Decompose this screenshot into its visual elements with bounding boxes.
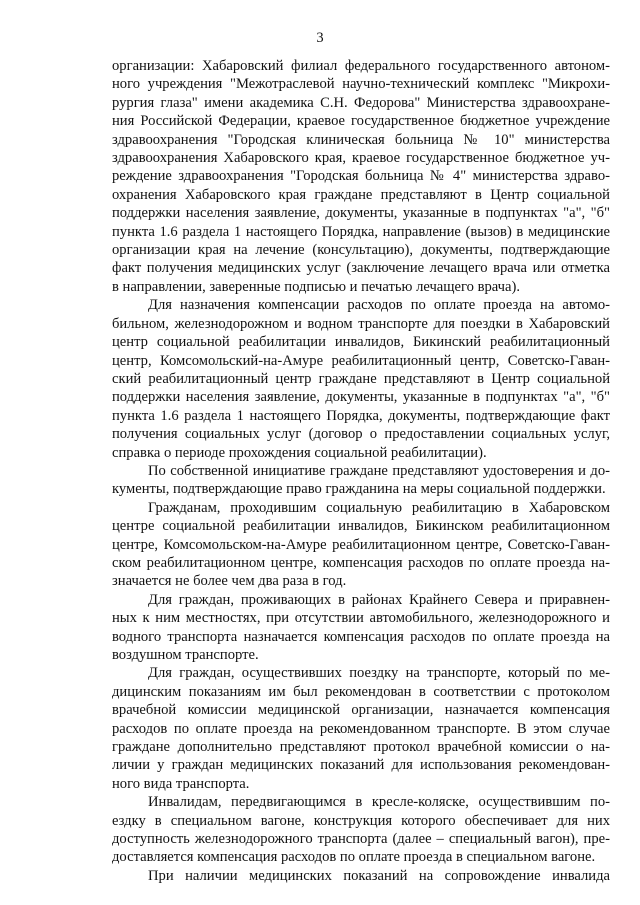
text-line: охранения Хабаровского края граждане представляют в Центр социальной (112, 186, 610, 203)
text-line: рургия глаза" имени академика С.Н. Федорова" Министерства здравоохране- (112, 94, 610, 111)
text-line: ных к ним местностях, при отсутствии автомобильного, железнодорожного и (112, 610, 610, 627)
text-line: Для назначения компенсации расходов по оплате проезда на автомо- (148, 297, 610, 314)
text-line: воздушном транспорте. (112, 647, 259, 663)
text-line: центре, Комсомольском-на-Амуре реабилитационном центре, Советско-Гаван- (112, 536, 610, 553)
text-line: справка о периоде прохождения социальной реабилитации). (112, 444, 487, 461)
paragraph (112, 591, 610, 665)
text-line: доступность железнодорожного транспорта (далее – специальный вагон), пре- (112, 831, 610, 848)
text-line: центр, Комсомольский-на-Амуре реабилитационный центр, Советско-Гаван- (112, 352, 610, 369)
page-number: 3 (316, 30, 324, 46)
text-line: ного учреждения "Межотраслевой научно-технический комплекс "Микрохи- (112, 76, 610, 93)
text-line: граждане дополнительно представляют протокол врачебной комиссии о на- (112, 739, 610, 756)
text-line: водного транспорта назначается компенсация расходов по оплате проезда на (112, 628, 610, 645)
text-line: Для граждан, осуществивших поездку на транспорте, который по ме- (148, 665, 610, 682)
text-line: ском реабилитационном центре, компенсация расходов по оплате проезда на- (112, 554, 610, 571)
text-line: реждение здравоохранения "Городская больница № 4" министерства здраво- (112, 168, 610, 185)
text-line: ездку в специальном вагоне, конструкция которого обеспечивает для них (112, 812, 610, 829)
paragraph (112, 867, 610, 885)
text-line: значается не более чем два раза в год. (112, 573, 347, 590)
text-line: получения социальных услуг (договор о предоставлении социальных услуг, (112, 426, 610, 443)
text-line: ного вида транспорта. (112, 775, 250, 792)
text-line: факт получения медицинских услуг (заключение лечащего врача или отметка (112, 260, 610, 277)
text-line: Инвалидам, передвигающимся в кресле-коляске, осуществившим по- (148, 794, 610, 811)
text-line: организации: Хабаровский филиал федерального государственного автоном- (112, 58, 610, 74)
text-line: здравоохранения "Городская клиническая больница № 10" министерства (112, 131, 610, 148)
text-line: врачебной комиссии медицинской организации, назначается компенсация (112, 702, 610, 719)
text-line: По собственной инициативе граждане представляют удостоверения и до- (148, 462, 610, 479)
text-line: личии у граждан медицинских показаний для использования рекомендован- (112, 757, 610, 774)
paragraph (112, 499, 610, 591)
text-line: ский реабилитационный центр граждане представляют в Центр социальной (112, 370, 610, 387)
document-body (112, 57, 610, 885)
text-line: пункта 1.6 раздела 1 настоящего Порядка, документы, подтверждающие факт (112, 407, 610, 424)
text-line: в направлении, заверенные подписью и печатью лечащего врача). (112, 278, 520, 295)
text-line: кументы, подтверждающие право гражданина на меры социальной поддержки. (112, 481, 606, 498)
text-line: бильном, железнодорожном и водном транспорте для поездки в Хабаровский (112, 315, 610, 332)
paragraph (112, 793, 610, 867)
text-line: поддержки населения заявление, документы, указанные в подпунктах "а", "б" (112, 205, 610, 222)
text-line: организации края на лечение (консультацию), документы, подтверждающие (112, 242, 610, 259)
text-line: центре социальной реабилитации инвалидов, Бикинском реабилитационном (112, 518, 610, 535)
text-line: дицинским показаниям им был рекомендован в соответствии с протоколом (112, 683, 610, 700)
paragraph (112, 462, 610, 499)
text-line: центр социальной реабилитации инвалидов, Бикинский реабилитационный (112, 334, 610, 351)
paragraph (112, 296, 610, 462)
paragraph (112, 57, 610, 296)
text-line: Гражданам, проходившим социальную реабилитацию в Хабаровском (148, 499, 610, 516)
text-line: доставляется компенсация расходов по оплате проезда в специальном вагоне. (112, 849, 596, 866)
text-line: пункта 1.6 раздела 1 настоящего Порядка, направление (вызов) в медицинские (112, 223, 610, 240)
paragraph (112, 664, 610, 793)
text-line: При наличии медицинских показаний на сопровождение инвалида (148, 867, 610, 884)
text-line: ния Российской Федерации, краевое государственное бюджетное учреждение (112, 113, 610, 130)
text-line: поддержки населения заявление, документы, указанные в подпунктах "а", "б" (112, 389, 610, 406)
text-line: расходов по оплате проезда на рекомендованном транспорте. В этом случае (112, 720, 610, 737)
text-line: здравоохранения Хабаровского края, краевое государственное бюджетное уч- (112, 150, 610, 167)
text-line: Для граждан, проживающих в районах Крайнего Севера и приравнен- (148, 591, 610, 608)
